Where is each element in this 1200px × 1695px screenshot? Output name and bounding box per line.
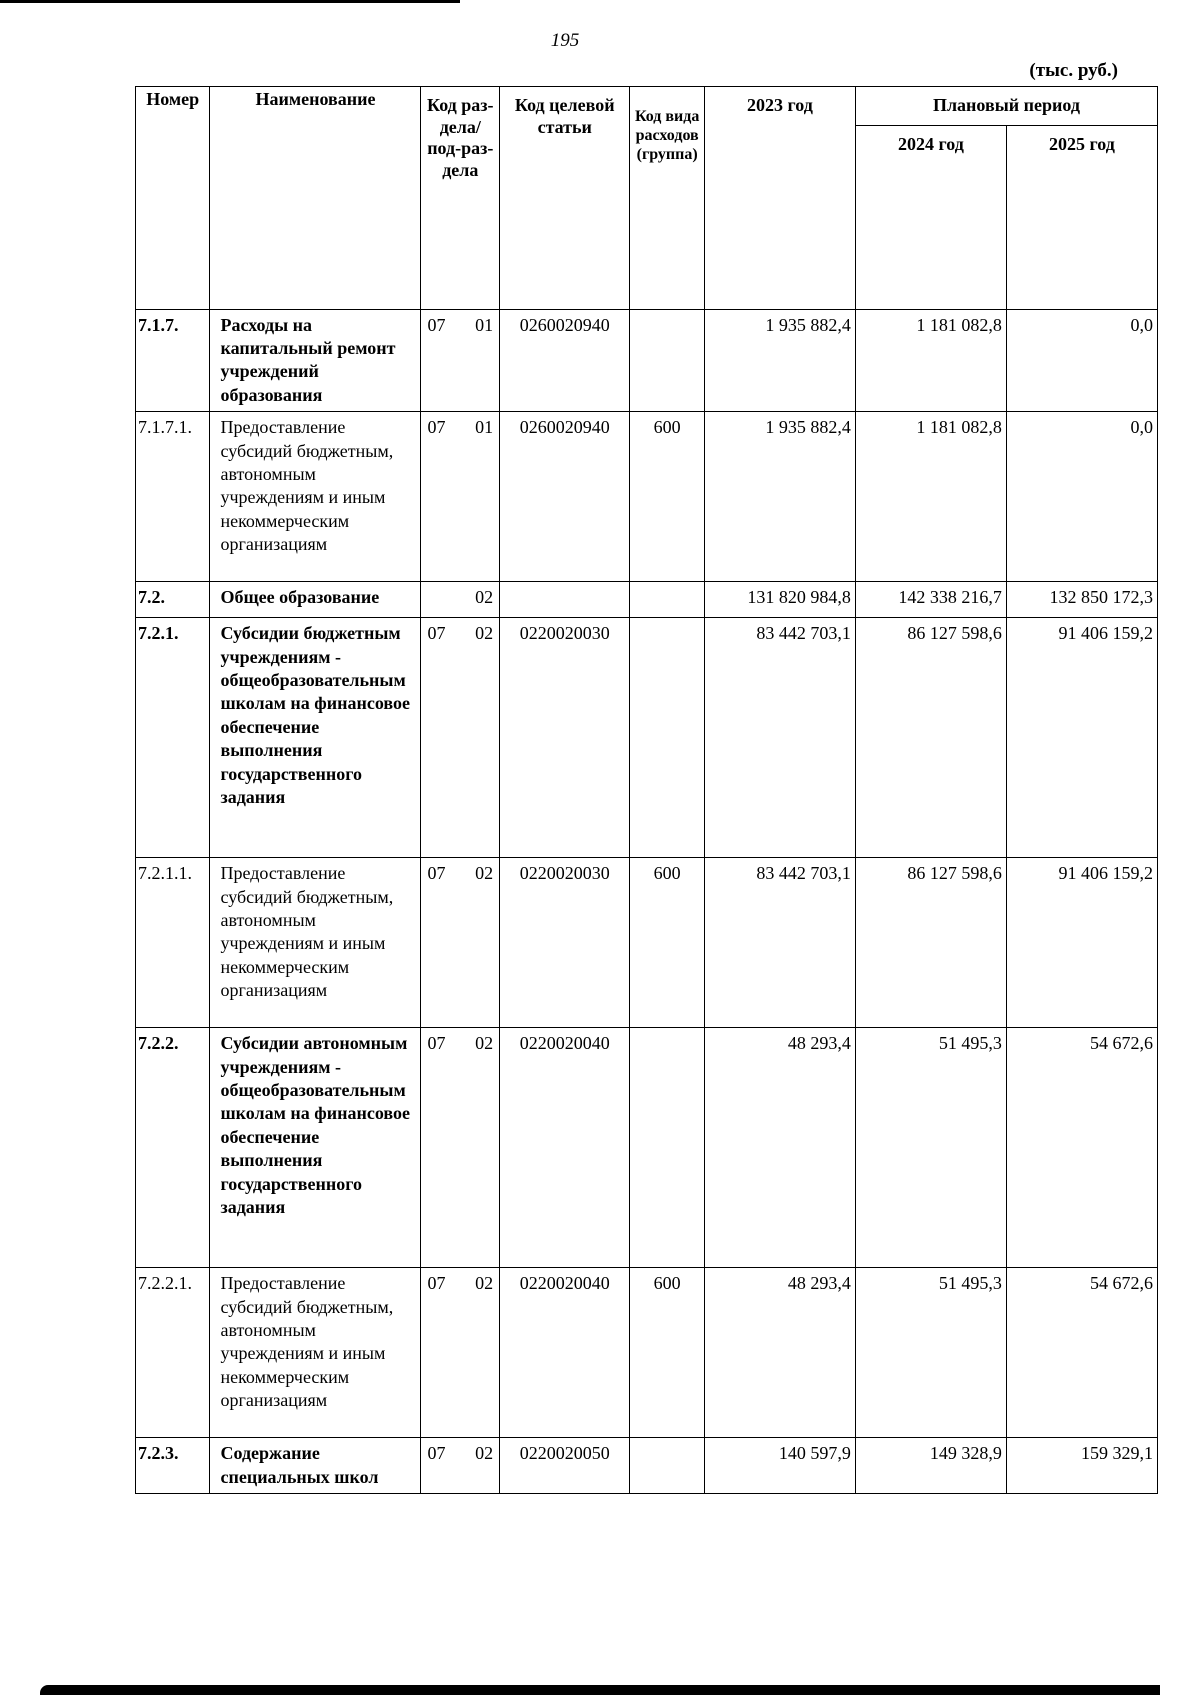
row-value-2024: 149 328,9 [855, 1438, 1006, 1494]
table-body [136, 309, 1158, 1493]
section-code: 07 [427, 1443, 446, 1464]
row-value-2025: 54 672,6 [1006, 1268, 1157, 1438]
header-row-1 [136, 87, 1158, 126]
row-section-code [421, 618, 500, 858]
section-code: 07 [427, 417, 446, 438]
top-rule [0, 0, 460, 3]
table-row [136, 1438, 1158, 1494]
row-expense-kind: 600 [630, 858, 704, 1028]
row-value-2023: 48 293,4 [704, 1028, 855, 1268]
header-section: Код раз-дела/ под-раз-дела [421, 87, 500, 310]
row-target-code: 0220020050 [500, 1438, 630, 1494]
row-target-code: 0220020030 [500, 858, 630, 1028]
row-value-2024: 142 338 216,7 [855, 582, 1006, 618]
row-target-code: 0260020940 [500, 412, 630, 582]
table-row [136, 618, 1158, 858]
subsection-code: 02 [475, 863, 494, 884]
row-name: Предоставление субсидий бюджетным, автономным учреждениям и иным некоммерческим организациям [210, 412, 421, 582]
section-code: 07 [427, 1273, 446, 1294]
row-name: Предоставление субсидий бюджетным, автономным учреждениям и иным некоммерческим организациям [210, 1268, 421, 1438]
row-name: Общее образование [210, 582, 421, 618]
row-target-code: 0220020040 [500, 1028, 630, 1268]
row-name: Расходы на капитальный ремонт учреждений образования [210, 309, 421, 412]
row-value-2023: 140 597,9 [704, 1438, 855, 1494]
subsection-code: 02 [475, 587, 494, 608]
section-code: 07 [427, 863, 446, 884]
row-value-2024: 51 495,3 [855, 1028, 1006, 1268]
row-number: 7.2.1. [136, 618, 210, 858]
bottom-scan-edge [40, 1685, 1160, 1695]
section-code: 07 [427, 314, 446, 335]
header-2023: 2023 год [704, 87, 855, 310]
row-target-code: 0220020040 [500, 1268, 630, 1438]
header-planned-period: Плановый период [855, 87, 1157, 126]
page-number: 195 [550, 30, 580, 51]
row-expense-kind [630, 1028, 704, 1268]
row-expense-kind: 600 [630, 1268, 704, 1438]
row-value-2025: 91 406 159,2 [1006, 858, 1157, 1028]
row-target-code: 0260020940 [500, 309, 630, 412]
row-number: 7.1.7. [136, 309, 210, 412]
row-value-2023: 83 442 703,1 [704, 618, 855, 858]
row-expense-kind [630, 582, 704, 618]
row-target-code: 0220020030 [500, 618, 630, 858]
subsection-code: 02 [475, 1443, 494, 1464]
row-number: 7.2.3. [136, 1438, 210, 1494]
header-name: Наименование [210, 87, 421, 310]
row-expense-kind [630, 309, 704, 412]
row-section-code [421, 582, 500, 618]
budget-table [135, 86, 1158, 1494]
row-value-2024: 51 495,3 [855, 1268, 1006, 1438]
row-number: 7.2.2.1. [136, 1268, 210, 1438]
table-row [136, 858, 1158, 1028]
row-value-2025: 54 672,6 [1006, 1028, 1157, 1268]
subsection-code: 02 [475, 623, 494, 644]
row-value-2024: 86 127 598,6 [855, 618, 1006, 858]
subsection-code: 01 [475, 417, 494, 438]
row-section-code [421, 1438, 500, 1494]
row-name: Субсидии автономным учреждениям - общеобразовательным школам на финансовое обеспечение выполнения государственного задания [210, 1028, 421, 1268]
row-value-2025: 132 850 172,3 [1006, 582, 1157, 618]
subsection-code: 01 [475, 314, 494, 335]
row-value-2023: 83 442 703,1 [704, 858, 855, 1028]
header-2024: 2024 год [855, 125, 1006, 309]
table-row [136, 412, 1158, 582]
units-label: (тыс. руб.) [1029, 60, 1118, 81]
table-row [136, 309, 1158, 412]
row-value-2023: 1 935 882,4 [704, 309, 855, 412]
table-row [136, 1268, 1158, 1438]
row-value-2023: 1 935 882,4 [704, 412, 855, 582]
table-row [136, 1028, 1158, 1268]
row-section-code [421, 309, 500, 412]
row-value-2023: 131 820 984,8 [704, 582, 855, 618]
row-number: 7.1.7.1. [136, 412, 210, 582]
row-value-2023: 48 293,4 [704, 1268, 855, 1438]
row-expense-kind [630, 1438, 704, 1494]
row-number: 7.2.2. [136, 1028, 210, 1268]
row-target-code [500, 582, 630, 618]
header-target: Код целевой статьи [500, 87, 630, 310]
row-section-code [421, 412, 500, 582]
row-value-2025: 159 329,1 [1006, 1438, 1157, 1494]
row-value-2024: 1 181 082,8 [855, 309, 1006, 412]
row-section-code [421, 1268, 500, 1438]
row-value-2025: 0,0 [1006, 309, 1157, 412]
header-number: Номер [136, 87, 210, 310]
header-2025: 2025 год [1006, 125, 1157, 309]
row-expense-kind [630, 618, 704, 858]
subsection-code: 02 [475, 1033, 494, 1054]
row-value-2025: 91 406 159,2 [1006, 618, 1157, 858]
row-expense-kind: 600 [630, 412, 704, 582]
row-name: Содержание специальных школ [210, 1438, 421, 1494]
row-value-2025: 0,0 [1006, 412, 1157, 582]
row-name: Субсидии бюджетным учреждениям - общеобразовательным школам на финансовое обеспечение выполнения государственного задания [210, 618, 421, 858]
table-row [136, 582, 1158, 618]
row-value-2024: 1 181 082,8 [855, 412, 1006, 582]
row-value-2024: 86 127 598,6 [855, 858, 1006, 1028]
row-section-code [421, 858, 500, 1028]
section-code: 07 [427, 1033, 446, 1054]
row-number: 7.2. [136, 582, 210, 618]
section-code: 07 [427, 623, 446, 644]
subsection-code: 02 [475, 1273, 494, 1294]
row-section-code [421, 1028, 500, 1268]
header-kind: Код вида расходов (группа) [630, 87, 704, 310]
row-name: Предоставление субсидий бюджетным, автономным учреждениям и иным некоммерческим организациям [210, 858, 421, 1028]
row-number: 7.2.1.1. [136, 858, 210, 1028]
